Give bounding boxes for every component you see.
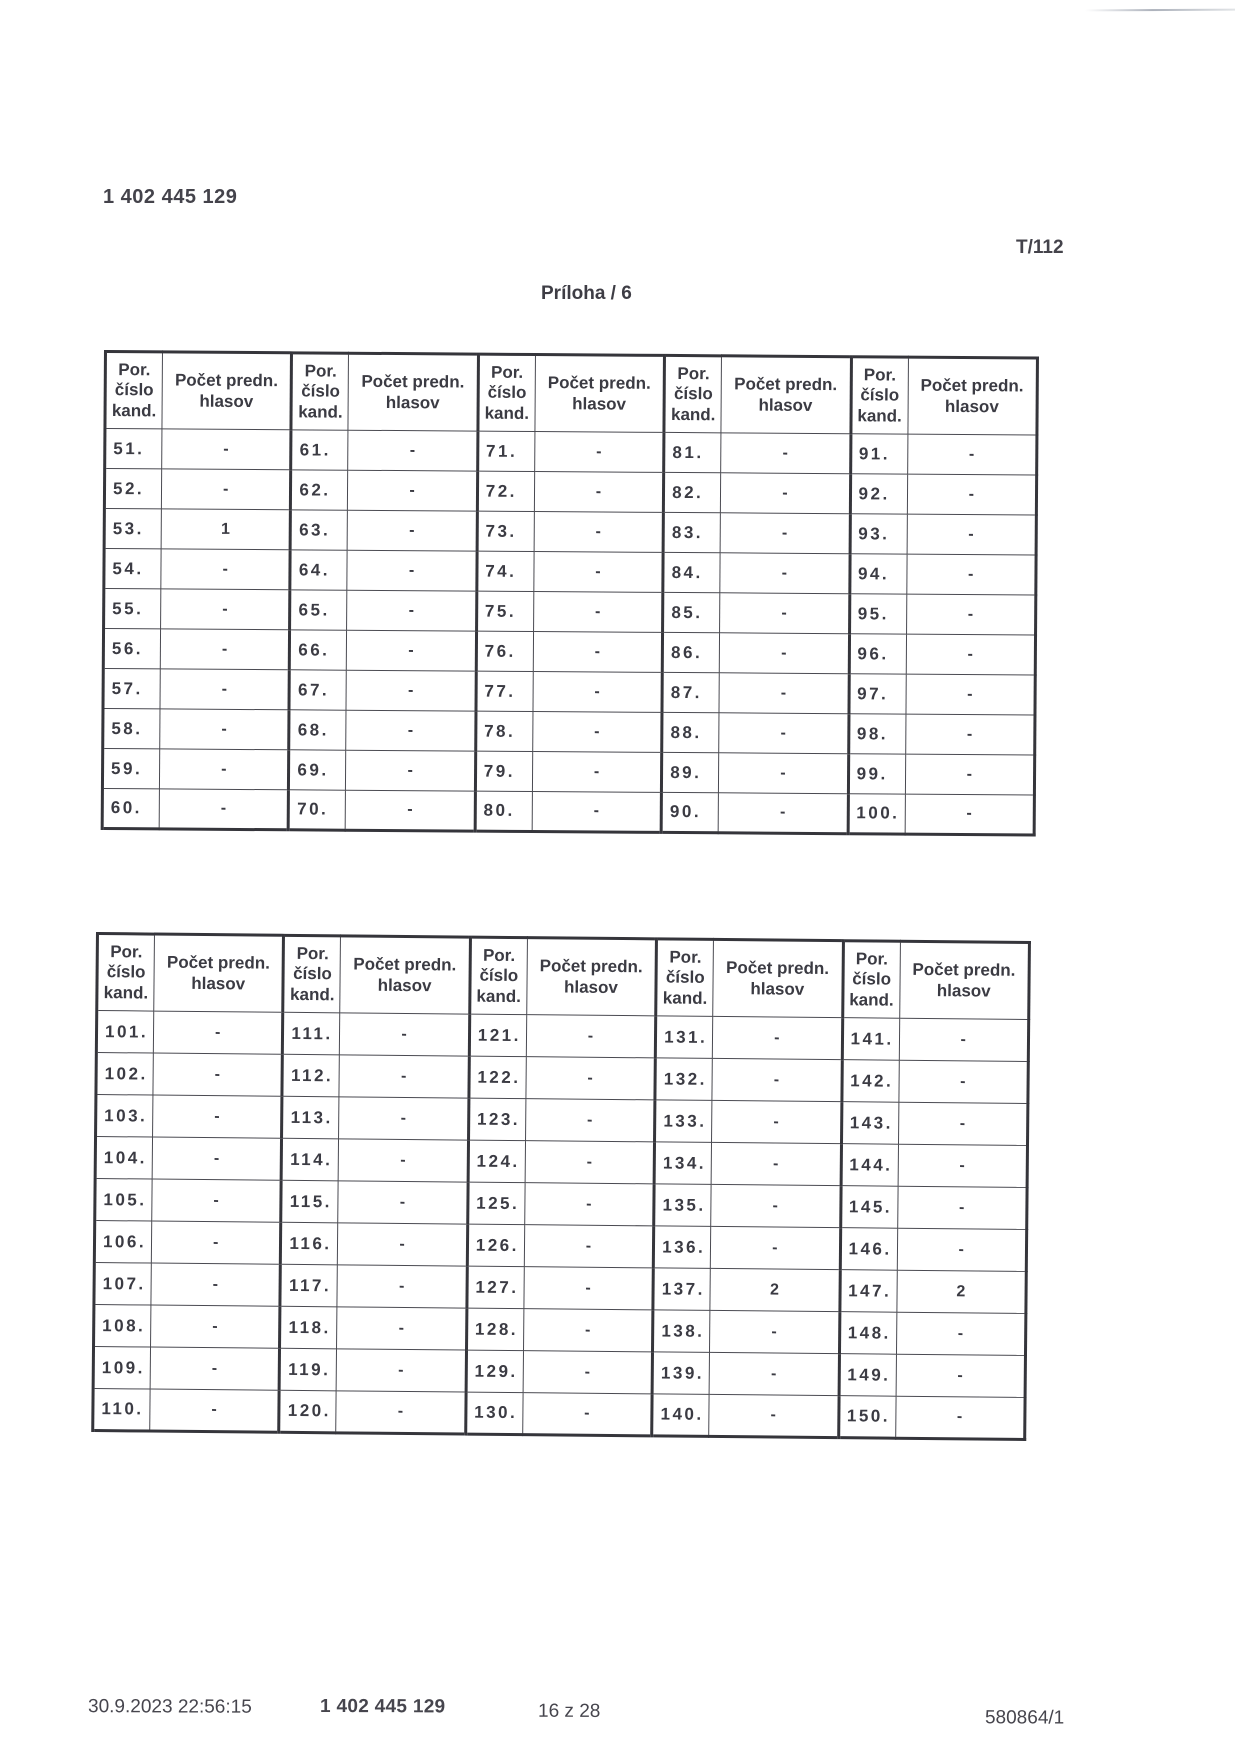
pref-votes-cell: - [526,1057,656,1100]
table-row [103,629,1035,676]
pref-votes-cell: - [533,672,663,713]
table-row [104,469,1036,516]
votes-table-51-100 [101,350,1039,837]
pref-votes-cell: - [160,709,290,750]
pref-votes-cell: - [905,794,1035,835]
table-row [103,709,1035,756]
col-header-candidate-number: Por. číslo kand. [850,357,908,434]
page-title: Príloha / 6 [541,283,632,304]
pref-votes-cell: - [339,1097,469,1140]
pref-votes-cell: - [720,593,850,634]
candidate-number-cell: 81. [664,432,721,472]
candidate-number-cell: 149. [839,1354,896,1397]
pref-votes-cell: - [152,1137,282,1180]
pref-votes-cell: - [336,1349,466,1392]
col-header-pref-votes: Počet predn. hlasov [527,938,657,1016]
candidate-number-cell: 99. [848,754,905,794]
pref-votes-cell: - [709,1352,839,1395]
pref-votes-cell: - [159,789,289,830]
col-header-pref-votes: Počet predn. hlasov [154,934,284,1012]
candidate-number-cell: 90. [661,792,718,832]
candidate-number-cell: 83. [663,512,720,552]
candidate-number-cell: 88. [662,712,719,752]
pref-votes-cell: - [720,513,850,554]
candidate-number-cell: 82. [664,472,721,512]
pref-votes-cell: - [719,713,849,754]
pref-votes-cell: - [905,714,1035,755]
candidate-number-cell: 109. [93,1346,150,1389]
candidate-number-cell: 54. [104,549,161,589]
votes-table [101,350,1039,837]
candidate-number-cell: 104. [95,1137,152,1180]
candidate-number-cell: 69. [289,750,346,790]
col-header-pref-votes: Počet predn. hlasov [899,941,1029,1019]
col-header-pref-votes: Počet predn. hlasov [907,357,1037,435]
candidate-number-cell: 145. [840,1186,897,1229]
pref-votes-cell: - [896,1354,1026,1397]
candidate-number-cell: 141. [842,1018,899,1061]
candidate-number-cell: 97. [849,674,906,714]
pref-votes-cell: - [721,473,851,514]
candidate-number-cell: 127. [467,1266,524,1309]
candidate-number-cell: 117. [280,1264,337,1307]
candidate-number-cell: 74. [477,551,534,591]
candidate-number-cell: 93. [850,514,907,554]
pref-votes-cell: - [524,1267,654,1310]
candidate-number-cell: 131. [655,1016,712,1059]
pref-votes-cell: - [710,1310,840,1353]
pref-votes-cell: - [525,1099,655,1142]
col-header-pref-votes: Počet predn. hlasov [162,352,292,430]
pref-votes-cell: - [522,1393,652,1436]
pref-votes-cell: - [906,634,1036,675]
candidate-number-cell: 116. [281,1222,338,1265]
candidate-number-cell: 71. [477,431,534,471]
pref-votes-cell: - [337,1307,467,1350]
candidate-number-cell: 125. [467,1182,524,1225]
pref-votes-cell: - [897,1186,1027,1229]
pref-votes-cell: - [347,510,477,551]
pref-votes-cell: - [718,793,848,834]
table-header-row [105,352,1037,436]
candidate-number-cell: 130. [465,1392,522,1435]
col-header-candidate-number: Por. číslo kand. [105,352,163,429]
candidate-number-cell: 67. [289,670,346,710]
table-row [104,589,1036,636]
pref-votes-cell: - [525,1141,655,1184]
table-row [102,749,1034,796]
candidate-number-cell: 94. [849,554,906,594]
pref-votes-cell: - [534,552,664,593]
candidate-number-cell: 128. [466,1308,523,1351]
candidate-number-cell: 133. [655,1100,712,1143]
candidate-number-cell: 79. [475,751,532,791]
pref-votes-cell: - [712,1016,842,1059]
pref-votes-cell: 2 [896,1270,1026,1313]
candidate-number-cell: 58. [103,709,160,749]
candidate-number-cell: 92. [850,474,907,514]
pref-votes-cell: - [719,673,849,714]
candidate-number-cell: 137. [653,1268,710,1311]
table-row [93,1388,1025,1439]
pref-votes-cell: - [151,1263,281,1306]
candidate-number-cell: 150. [838,1396,895,1439]
pref-votes-cell: - [711,1184,841,1227]
candidate-number-cell: 140. [652,1394,709,1437]
candidate-number-cell: 134. [654,1142,711,1185]
candidate-number-cell: 142. [841,1060,898,1103]
col-header-candidate-number: Por. číslo kand. [291,353,349,430]
pref-votes-cell: - [534,432,664,473]
pref-votes-cell: 1 [161,509,291,550]
pref-votes-cell: - [161,549,291,590]
candidate-number-cell: 85. [663,592,720,632]
pref-votes-cell: - [337,1265,467,1308]
candidate-number-cell: 56. [103,629,160,669]
candidate-number-cell: 77. [476,671,533,711]
candidate-number-cell: 87. [662,672,719,712]
pref-votes-cell: - [720,553,850,594]
candidate-number-cell: 126. [467,1224,524,1267]
candidate-number-cell: 96. [849,634,906,674]
candidate-number-cell: 136. [653,1226,710,1269]
candidate-number-cell: 129. [466,1350,523,1393]
col-header-candidate-number: Por. číslo kand. [664,355,722,432]
scan-artifact-line [1085,9,1235,12]
pref-votes-cell: - [150,1347,280,1390]
candidate-number-cell: 100. [848,794,905,834]
footer-timestamp: 30.9.2023 22:56:15 [87,1696,252,1718]
pref-votes-cell: - [532,712,662,753]
pref-votes-cell: - [340,1013,470,1056]
pref-votes-cell: - [710,1226,840,1269]
footer-reference: 580864/1 [984,1707,1065,1729]
pref-votes-cell: - [906,594,1036,635]
pref-votes-cell: - [712,1100,842,1143]
candidate-number-cell: 148. [839,1312,896,1355]
candidate-number-cell: 106. [94,1221,151,1264]
pref-votes-cell: - [906,554,1036,595]
table-row [103,669,1035,716]
pref-votes-cell: - [907,514,1037,555]
votes-table [91,932,1031,1441]
candidate-number-cell: 135. [654,1184,711,1227]
pref-votes-cell: - [898,1144,1028,1187]
pref-votes-cell: - [338,1223,468,1266]
col-header-candidate-number: Por. číslo kand. [283,935,341,1013]
candidate-number-cell: 139. [652,1352,709,1395]
candidate-number-cell: 65. [290,590,347,630]
candidate-number-cell: 144. [841,1144,898,1187]
candidate-number-cell: 119. [279,1348,336,1391]
pref-votes-cell: - [153,1095,283,1138]
pref-votes-cell: - [895,1396,1025,1439]
pref-votes-cell: - [162,429,292,470]
candidate-number-cell: 111. [283,1012,340,1055]
candidate-number-cell: 101. [96,1011,153,1054]
pref-votes-cell: - [161,469,291,510]
candidate-number-cell: 108. [94,1304,151,1347]
pref-votes-cell: - [719,753,849,794]
pref-votes-cell: - [532,752,662,793]
pref-votes-cell: 2 [710,1268,840,1311]
candidate-number-cell: 112. [282,1054,339,1097]
pref-votes-cell: - [533,632,663,673]
candidate-number-cell: 123. [468,1098,525,1141]
pref-votes-cell: - [160,629,290,670]
pref-votes-cell: - [896,1312,1026,1355]
candidate-number-cell: 61. [291,430,348,470]
table-header-row [97,934,1030,1020]
pref-votes-cell: - [160,669,290,710]
pref-votes-cell: - [153,1011,283,1054]
pref-votes-cell: - [709,1394,839,1437]
candidate-number-cell: 147. [839,1270,896,1313]
candidate-number-cell: 78. [475,711,532,751]
candidate-number-cell: 86. [662,632,719,672]
pref-votes-cell: - [346,790,476,831]
candidate-number-cell: 84. [663,552,720,592]
candidate-number-cell: 53. [104,509,161,549]
candidate-number-cell: 122. [469,1056,526,1099]
pref-votes-cell: - [526,1015,656,1058]
pref-votes-cell: - [524,1183,654,1226]
pref-votes-cell: - [534,512,664,553]
pref-votes-cell: - [711,1142,841,1185]
candidate-number-cell: 75. [476,591,533,631]
col-header-candidate-number: Por. číslo kand. [97,934,155,1012]
candidate-number-cell: 120. [279,1390,336,1433]
votes-table-101-150 [91,932,1031,1441]
col-header-candidate-number: Por. číslo kand. [656,939,714,1017]
col-header-pref-votes: Počet predn. hlasov [348,353,478,431]
candidate-number-cell: 57. [103,669,160,709]
footer-page-of: 16 z 28 [537,1700,601,1722]
pref-votes-cell: - [150,1389,280,1432]
candidate-number-cell: 107. [94,1262,151,1305]
candidate-number-cell: 138. [653,1310,710,1353]
col-header-pref-votes: Počet predn. hlasov [340,936,470,1014]
col-header-candidate-number: Por. číslo kand. [470,937,528,1015]
pref-votes-cell: - [533,592,663,633]
candidate-number-cell: 143. [841,1102,898,1145]
page-footer [0,1696,1241,1740]
pref-votes-cell: - [523,1351,653,1394]
candidate-number-cell: 132. [655,1058,712,1101]
candidate-number-cell: 89. [662,752,719,792]
candidate-number-cell: 52. [104,469,161,509]
candidate-number-cell: 80. [475,791,532,831]
pref-votes-cell: - [347,630,477,671]
document-number: 1 402 445 129 [103,186,238,208]
candidate-number-cell: 113. [282,1096,339,1139]
candidate-number-cell: 118. [280,1306,337,1349]
candidate-number-cell: 121. [469,1014,526,1057]
candidate-number-cell: 64. [290,550,347,590]
table-row [104,549,1036,596]
candidate-number-cell: 62. [291,470,348,510]
col-header-candidate-number: Por. číslo kand. [842,941,900,1019]
candidate-number-cell: 68. [289,710,346,750]
pref-votes-cell: - [348,470,478,511]
candidate-number-cell: 55. [104,589,161,629]
pref-votes-cell: - [151,1305,281,1348]
candidate-number-cell: 91. [850,434,907,474]
pref-votes-cell: - [346,670,476,711]
candidate-number-cell: 114. [282,1138,339,1181]
candidate-number-cell: 124. [468,1140,525,1183]
pref-votes-cell: - [719,633,849,674]
pref-votes-cell: - [161,589,291,630]
pref-votes-cell: - [347,590,477,631]
pref-votes-cell: - [346,710,476,751]
table-row [105,429,1037,476]
table-row [102,788,1034,835]
pref-votes-cell: - [159,749,289,790]
col-header-candidate-number: Por. číslo kand. [478,354,536,431]
pref-votes-cell: - [338,1181,468,1224]
pref-votes-cell: - [339,1055,469,1098]
candidate-number-cell: 66. [290,630,347,670]
pref-votes-cell: - [523,1309,653,1352]
footer-document-number: 1 402 445 129 [320,1695,446,1718]
candidate-number-cell: 76. [476,631,533,671]
pref-votes-cell: - [524,1225,654,1268]
pref-votes-cell: - [347,550,477,591]
table-row [104,509,1036,556]
candidate-number-cell: 59. [102,749,159,789]
pref-votes-cell: - [905,754,1035,795]
pref-votes-cell: - [721,433,851,474]
pref-votes-cell: - [899,1018,1029,1061]
candidate-number-cell: 146. [840,1228,897,1271]
col-header-pref-votes: Počet predn. hlasov [713,939,843,1017]
candidate-number-cell: 98. [848,714,905,754]
pref-votes-cell: - [898,1060,1028,1103]
candidate-number-cell: 70. [289,790,346,830]
candidate-number-cell: 95. [849,594,906,634]
candidate-number-cell: 72. [477,471,534,511]
pref-votes-cell: - [897,1228,1027,1271]
pref-votes-cell: - [906,674,1036,715]
pref-votes-cell: - [152,1179,282,1222]
col-header-pref-votes: Počet predn. hlasov [721,356,851,434]
candidate-number-cell: 63. [291,510,348,550]
candidate-number-cell: 110. [93,1388,150,1431]
pref-votes-cell: - [339,1139,469,1182]
candidate-number-cell: 115. [281,1180,338,1223]
candidate-number-cell: 60. [102,788,159,828]
pref-votes-cell: - [907,434,1037,475]
col-header-pref-votes: Počet predn. hlasov [535,355,665,433]
pref-votes-cell: - [153,1053,283,1096]
pref-votes-cell: - [712,1058,842,1101]
candidate-number-cell: 105. [95,1179,152,1222]
pref-votes-cell: - [532,792,662,833]
pref-votes-cell: - [151,1221,281,1264]
pref-votes-cell: - [336,1391,466,1434]
candidate-number-cell: 51. [105,429,162,469]
pref-votes-cell: - [534,472,664,513]
candidate-number-cell: 73. [477,511,534,551]
page-code: T/112 [1016,237,1064,258]
pref-votes-cell: - [907,474,1037,515]
pref-votes-cell: - [348,430,478,471]
candidate-number-cell: 102. [96,1053,153,1096]
candidate-number-cell: 103. [96,1095,153,1138]
pref-votes-cell: - [346,750,476,791]
pref-votes-cell: - [898,1102,1028,1145]
